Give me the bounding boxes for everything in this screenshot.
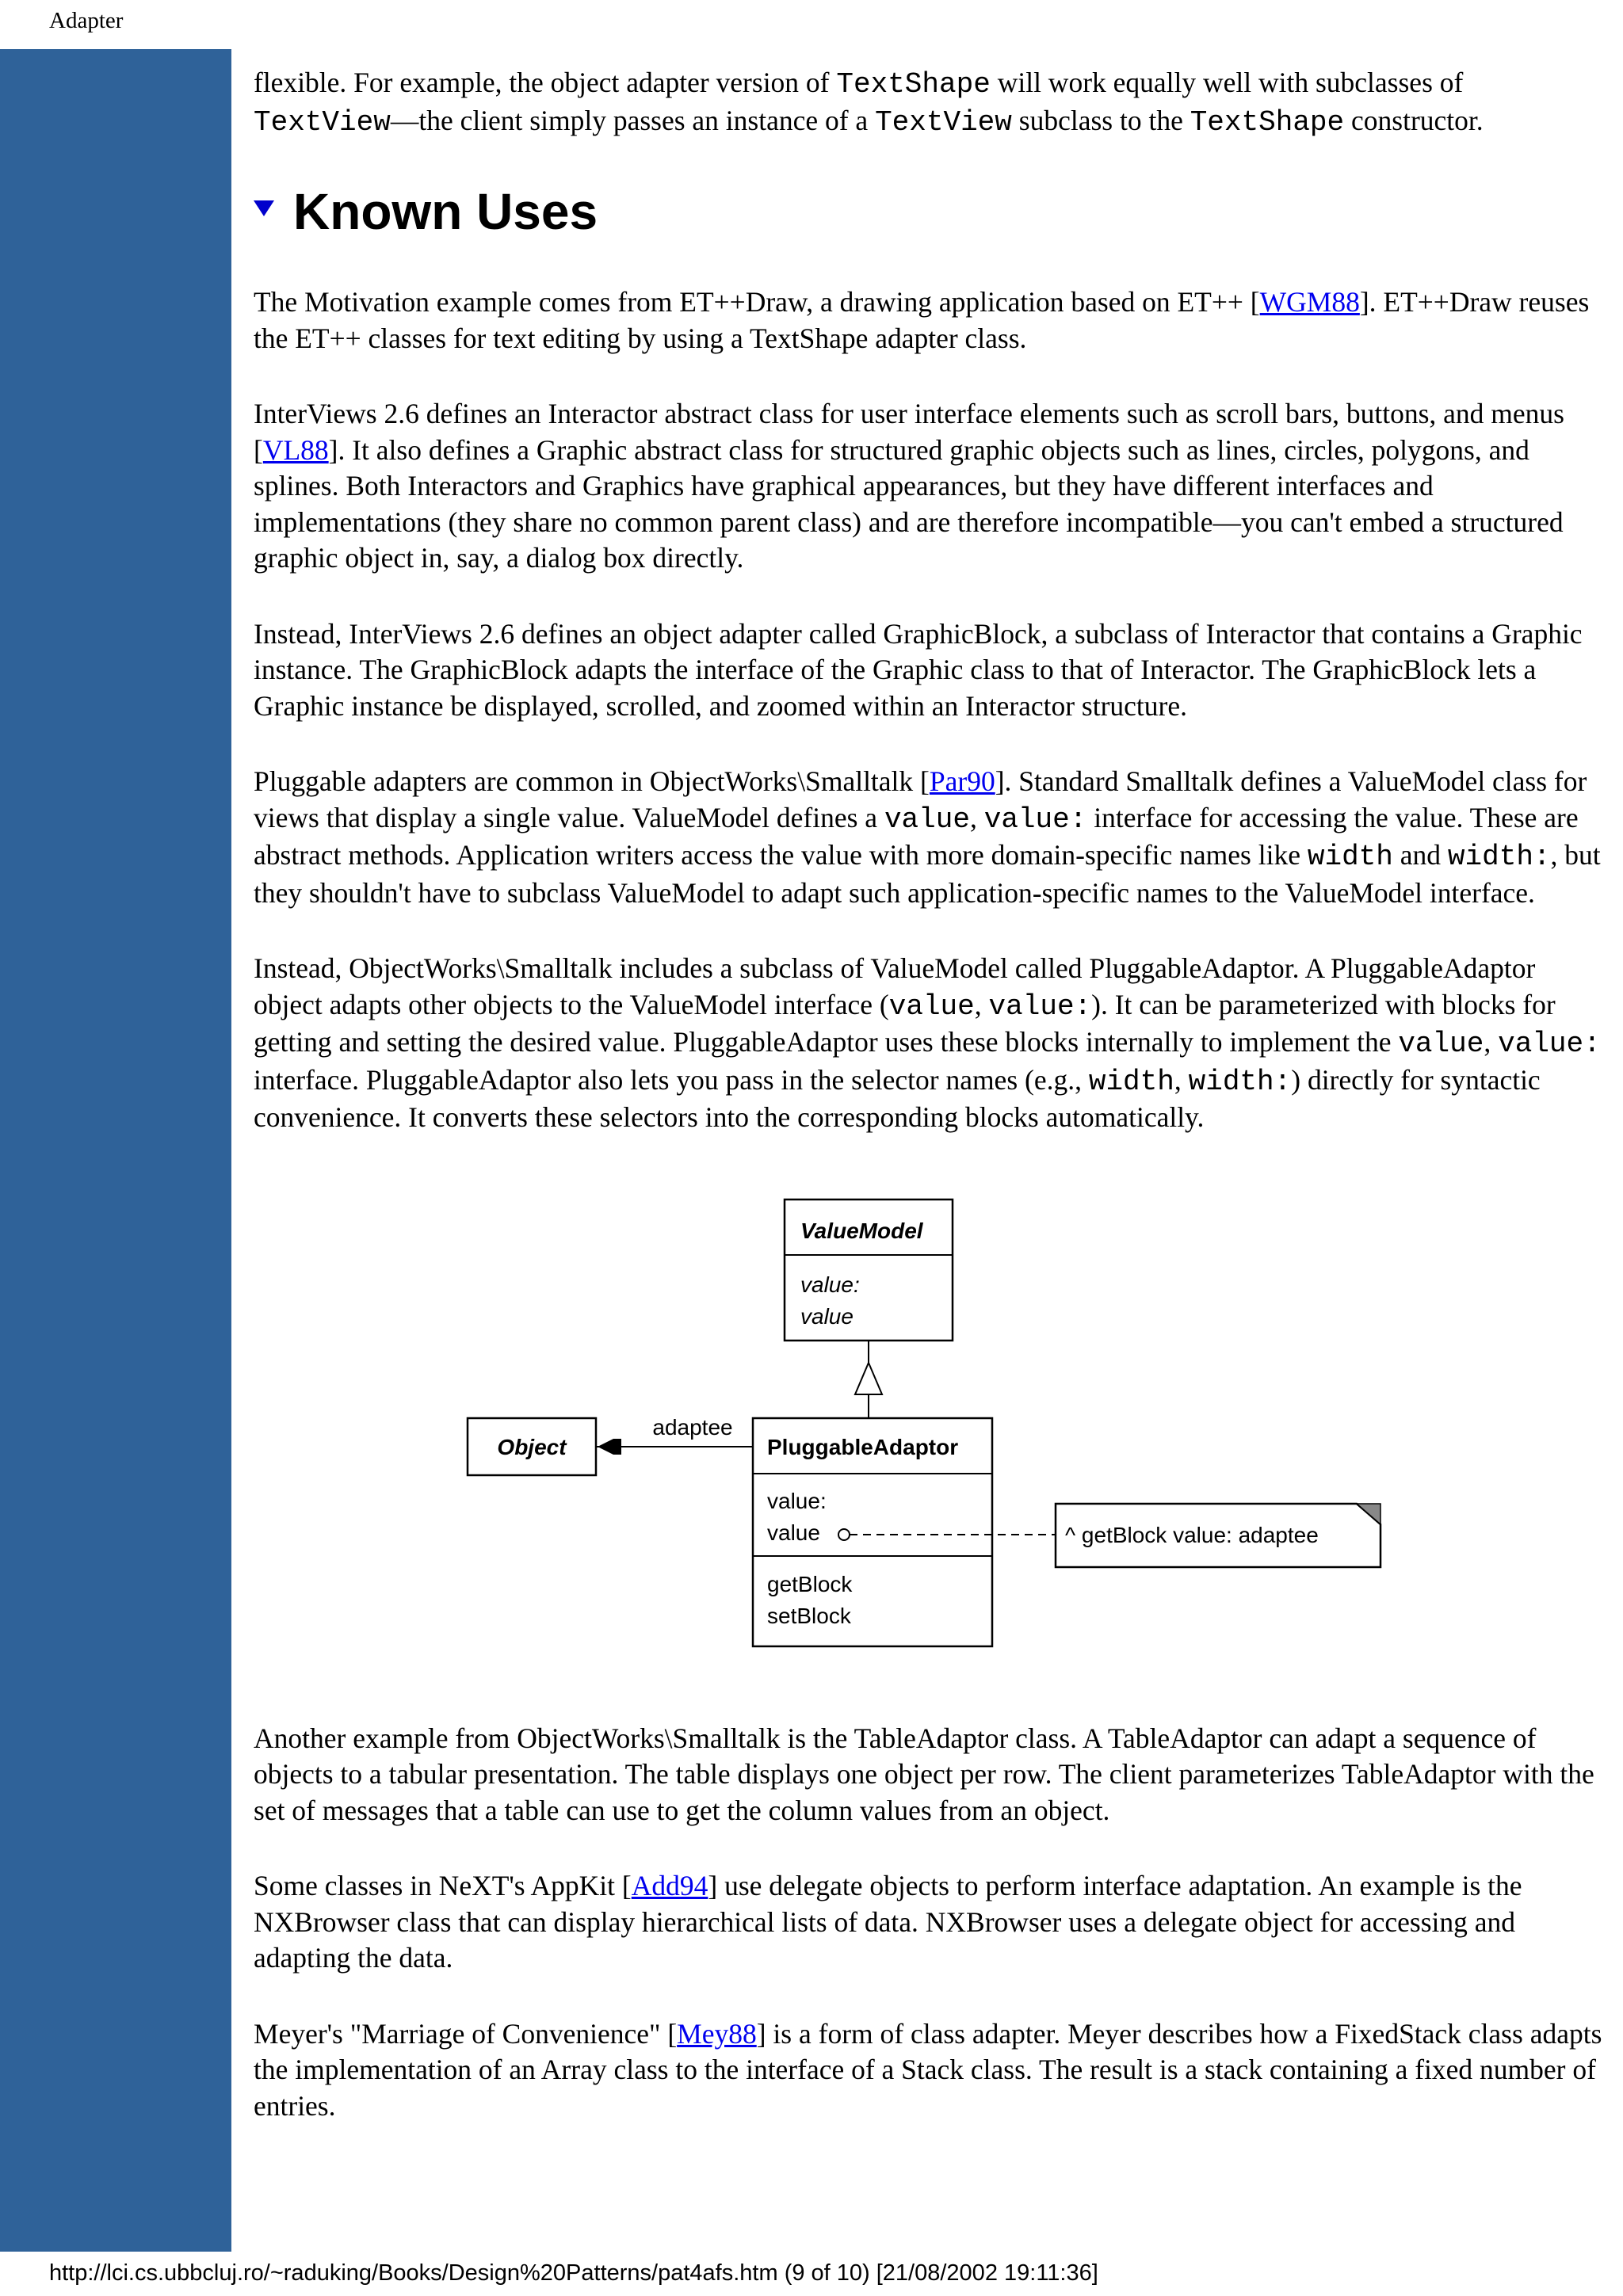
valuemodel-op-setter: value: bbox=[800, 1272, 860, 1297]
citation-link-mey88[interactable]: Mey88 bbox=[677, 2017, 757, 2050]
code-value-setter: value: bbox=[983, 803, 1087, 836]
citation-link-par90[interactable]: Par90 bbox=[929, 765, 995, 797]
sidebar bbox=[0, 49, 231, 2252]
page-header bbox=[0, 0, 1623, 49]
section-title: Known Uses bbox=[293, 183, 598, 240]
code-value: value bbox=[888, 990, 975, 1023]
collapse-triangle-icon[interactable] bbox=[254, 200, 274, 216]
pluggableadaptor-attr-getblock: getBlock bbox=[767, 1571, 853, 1596]
intro-paragraph: flexible. For example, the object adapter version of TextShape will work equally well with subclasses of TextView—the client simply passes an instance of a TextView subclass to the TextShape constructor. bbox=[254, 67, 1484, 139]
pluggableadaptor-op-setter: value: bbox=[767, 1488, 827, 1513]
code-width: width bbox=[1088, 1065, 1174, 1098]
association-label: adaptee bbox=[652, 1414, 733, 1440]
code-value: value bbox=[884, 803, 970, 836]
paragraph-tableadaptor: Another example from ObjectWorks\Smalltalk is the TableAdaptor class. A TableAdaptor can adapt a sequence of objects to a tabular presentation. The table displays one object per row. The client parameterizes TableAdaptor with the set of messages that a table can use to get the column values from an object. bbox=[254, 1722, 1594, 1826]
adaptee-association bbox=[596, 1415, 753, 1455]
code-width-setter: width: bbox=[1447, 841, 1551, 873]
pluggableadaptor-attr-setblock: setBlock bbox=[767, 1603, 851, 1628]
object-class-name: Object bbox=[497, 1434, 567, 1459]
main-content bbox=[254, 65, 1605, 2164]
code-textview: TextView bbox=[254, 105, 391, 139]
paragraph-meyer: Meyer's "Marriage of Convenience" [Mey88] is a form of class adapter. Meyer describes how a FixedStack class adapts the implementation of an Array class to the interface of a Stack class. The result is a stack containing a fixed number of entries. bbox=[254, 2017, 1602, 2122]
code-width-setter: width: bbox=[1188, 1065, 1292, 1098]
code-value: value bbox=[1398, 1028, 1484, 1060]
paragraph-appkit: Some classes in NeXT's AppKit [Add94] use delegate objects to perform interface adaptation. An example is the NXBrowser class that can display hierarchical lists of data. NXBrowser uses a delegate object for accessing and adapting the data. bbox=[254, 1870, 1522, 1974]
code-textshape: TextShape bbox=[1190, 105, 1345, 139]
code-width: width bbox=[1307, 841, 1393, 873]
page-title: Adapter bbox=[49, 8, 124, 33]
paragraph-pluggableadaptor: Instead, ObjectWorks\Smalltalk includes a subclass of ValueModel called PluggableAdaptor. A PluggableAdaptor object adapts other objects to the ValueModel interface (value, value:). It can be parameterized with blocks for getting and setting the desired value. PluggableAdaptor uses these blocks internally to implement the value, value: interface. PluggableAdaptor also lets you pass in the selector names (e.g., width, width:) directly for syntactic convenience. It converts these selectors into the corresponding blocks automatically. bbox=[254, 952, 1601, 1133]
uml-class-diagram bbox=[254, 1176, 1605, 1683]
valuemodel-op-getter: value bbox=[800, 1303, 854, 1329]
pluggableadaptor-class-name: PluggableAdaptor bbox=[767, 1434, 959, 1459]
valuemodel-class-name: ValueModel bbox=[800, 1218, 923, 1243]
known-uses-heading bbox=[254, 180, 1605, 243]
note-text: ^ getBlock value: adaptee bbox=[1065, 1522, 1319, 1547]
citation-link-add94[interactable]: Add94 bbox=[631, 1870, 708, 1901]
pluggableadaptor-op-getter: value bbox=[767, 1520, 820, 1545]
pluggableadaptor-class-box bbox=[753, 1418, 992, 1646]
code-textshape: TextShape bbox=[836, 68, 991, 101]
code-value-setter: value: bbox=[988, 990, 1092, 1023]
object-class-box bbox=[468, 1418, 596, 1475]
inheritance-arrow bbox=[855, 1341, 882, 1418]
page-footer-url: http://lci.cs.ubbcluj.ro/~raduking/Books/Design%20Patterns/pat4afs.htm (9 of 10) [21/08/2002 19:11:36] bbox=[49, 2260, 1098, 2286]
citation-link-vl88[interactable]: VL88 bbox=[262, 433, 329, 466]
paragraph-interviews: InterViews 2.6 defines an Interactor abstract class for user interface elements such as scroll bars, buttons, and menus [VL88]. It also defines a Graphic abstract class for structured graphic objects such as lines, circles, polygons, and splines. Both Interactors and Graphics have graphical appearances, but they have different interfaces and implementations (they share no common parent class) and are therefore incompatible—you can't embed a structured graphic object in, say, a dialog box directly. bbox=[254, 398, 1564, 574]
paragraph-graphicblock: Instead, InterViews 2.6 defines an object adapter called GraphicBlock, a subclass of Interactor that contains a Graphic instance. The GraphicBlock adapts the interface of the Graphic class to that of Interactor. The GraphicBlock lets a Graphic instance be displayed, scrolled, and zoomed within an Interactor structure. bbox=[254, 617, 1583, 722]
paragraph-pluggable-adapters: Pluggable adapters are common in ObjectWorks\Smalltalk [Par90]. Standard Smalltalk defines a ValueModel class for views that display a single value. ValueModel defines a value, value: interface for accessing the value. These are abstract methods. Application writers access the value with more domain-specific names like width and width:, but they shouldn't have to subclass ValueModel to adapt such application-specific names to the ValueModel interface. bbox=[254, 765, 1601, 909]
code-value-setter: value: bbox=[1498, 1028, 1601, 1060]
code-textview: TextView bbox=[875, 105, 1012, 139]
implementation-note bbox=[1056, 1504, 1381, 1567]
paragraph-et-draw: The Motivation example comes from ET++Draw, a drawing application based on ET++ [WGM88]. ET++Draw reuses the ET++ classes for text editing by using a TextShape adapter class. bbox=[254, 286, 1590, 354]
citation-link-wgm88[interactable]: WGM88 bbox=[1259, 286, 1360, 318]
valuemodel-class-box bbox=[785, 1199, 953, 1341]
